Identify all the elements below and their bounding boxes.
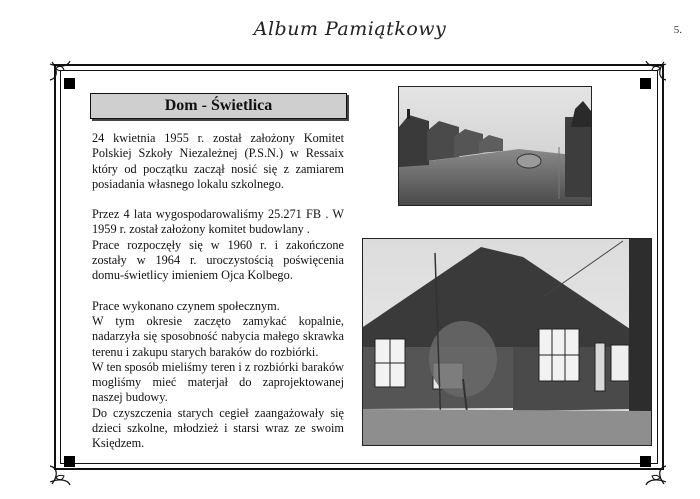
paragraph-1: 24 kwietnia 1955 r. został założony Komitet Polskiej Szkoły Niezależnej (P.S.N.) w Ressaix który od początku zaczął nosić się z zamiarem posiadania własnego lokalu szkolnego. [92, 131, 344, 191]
paragraph-2: Przez 4 lata wygospodarowaliśmy 25.271 FB . W 1959 r. został założony komitet budowlany . [92, 207, 344, 237]
album-title: Album Pamiątkowy [253, 18, 447, 40]
body-text [92, 131, 344, 452]
paragraph-4: Prace wykonano czynem społecznym. [92, 298, 280, 313]
corner-ornament-bottom-left [46, 448, 86, 488]
paragraph-6: W ten sposób mieliśmy teren i z rozbiórki baraków mogliśmy mieć materjał do zaprojektowanej naszej budowy. [92, 359, 344, 405]
paragraph-5: W tym okresie zaczęto zamykać kopalnie, nadarzyła się sposobność nabycia małego skrawka terenu i zakupu starych baraków do rozbiórki. [92, 313, 344, 359]
community-house-photo [362, 238, 652, 446]
paragraph-3: Prace rozpoczęły się w 1960 r. i zakończone zostały w 1964 r. uroczystością poświęcenia domu-świetlicy imieniem Ojca Kolbego. [92, 237, 344, 283]
page-number: 5. [673, 24, 682, 36]
corner-ornament-bottom-right [630, 448, 670, 488]
paragraph-7: Do czyszczenia starych cegieł zaangażowały się dzieci szkolne, młodzież i starsi wraz ze swoim Księdzem. [92, 405, 344, 451]
section-title: Dom - Świetlica [164, 97, 273, 114]
corner-ornament-top-left [46, 58, 86, 98]
section-title-box [90, 93, 347, 119]
barracks-street-photo [398, 86, 592, 206]
corner-ornament-top-right [630, 58, 670, 98]
